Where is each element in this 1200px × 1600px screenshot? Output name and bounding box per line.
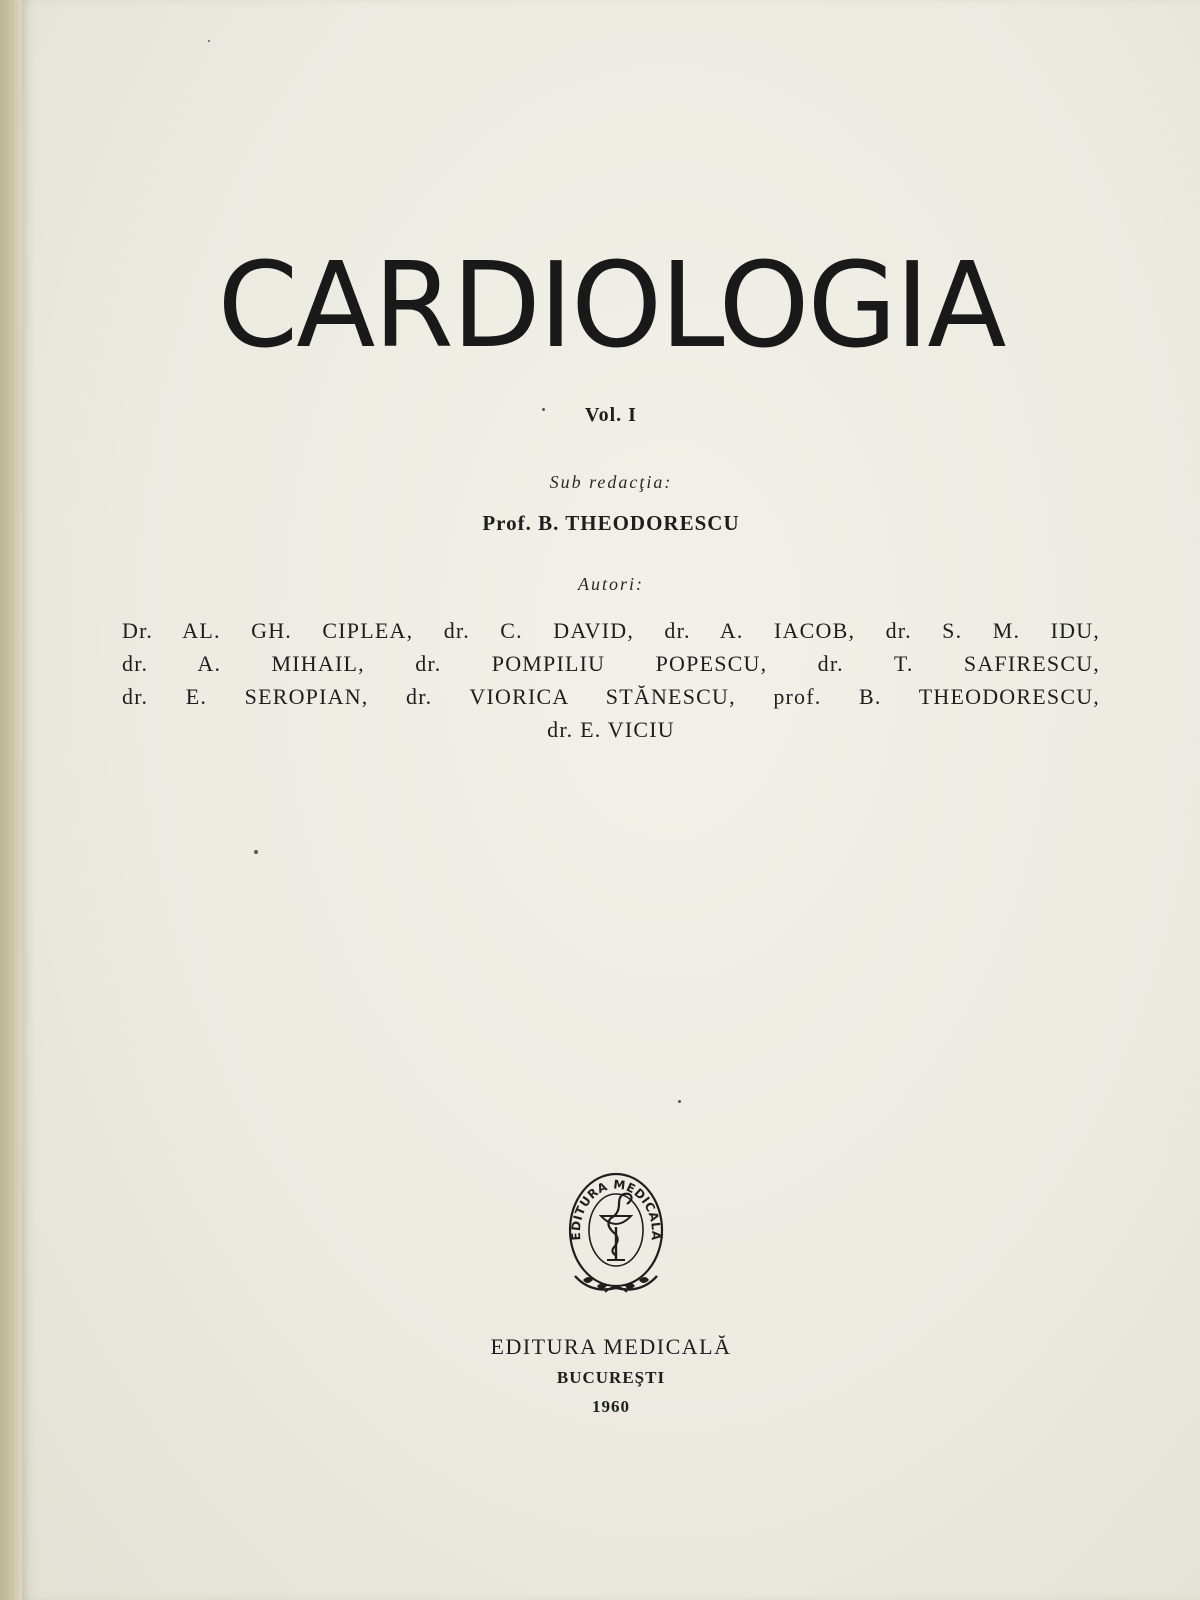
author-line: dr. E. VICIU (547, 717, 675, 742)
authors-label: Autori: (578, 574, 644, 594)
paper-speck (542, 408, 545, 411)
book-title: CARDIOLOGIA (217, 236, 1005, 374)
author-line: Dr. AL. GH. CIPLEA, dr. C. DAVID, dr. A. IACOB, dr. S. M. IDU, (122, 618, 1100, 643)
editor-label: Sub redacţia: (549, 472, 673, 492)
paper-speck (254, 850, 258, 854)
volume-label: Vol. I (585, 404, 637, 426)
authors-list (122, 614, 1100, 746)
publisher-name: EDITURA MEDICALĂ (490, 1334, 732, 1359)
author-line: dr. A. MIHAIL, dr. POMPILIU POPESCU, dr. T. SAFIRESCU, (122, 651, 1100, 676)
paper-speck (678, 1100, 681, 1103)
publication-year: 1960 (592, 1397, 630, 1416)
publisher-emblem-icon (561, 1148, 671, 1318)
author-line: dr. E. SEROPIAN, dr. VIORICA STĂNESCU, prof. B. THEODORESCU, (122, 684, 1100, 709)
title-page (22, 0, 1200, 1600)
publisher-city: BUCUREŞTI (556, 1368, 666, 1387)
paper-speck (208, 40, 210, 42)
svg-text:EDITURA MEDICALĂ: EDITURA MEDICALĂ (568, 1177, 664, 1242)
editor-name: Prof. B. THEODORESCU (482, 511, 740, 535)
